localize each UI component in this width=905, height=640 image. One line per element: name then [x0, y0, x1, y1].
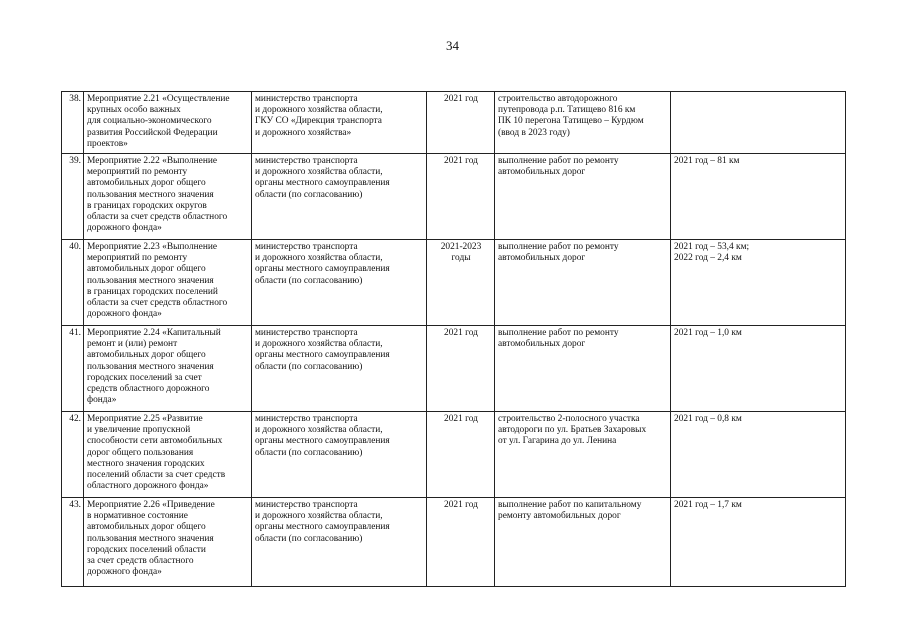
event-line: области за счет средств областного	[87, 298, 228, 309]
event-line: городских поселений за счет	[87, 372, 202, 383]
indicator-line: 2021 год – 81 км	[674, 156, 740, 166]
table-row	[62, 240, 846, 326]
result-line: автомобильных дорог	[498, 167, 586, 178]
event-line: крупных особо важных	[87, 105, 181, 116]
indicator-cell	[671, 498, 846, 587]
year-line: 2021 год	[444, 94, 478, 104]
executor-line: области (по согласованию)	[255, 447, 363, 458]
event-line: в границах городских округов	[87, 200, 207, 211]
table-row	[62, 412, 846, 498]
year-line: годы	[451, 253, 471, 264]
executor-line: и дорожного хозяйства области,	[255, 253, 383, 264]
year-line: 2021-2023	[440, 242, 482, 252]
event-cell	[84, 498, 252, 587]
event-line: Мероприятие 2.22 «Выполнение	[87, 156, 218, 166]
table-row	[62, 326, 846, 412]
event-line: Мероприятие 2.23 «Выполнение	[87, 242, 218, 252]
event-line: автомобильных дорог общего	[87, 350, 206, 361]
event-line: Мероприятие 2.21 «Осуществление	[87, 94, 230, 104]
event-line: мероприятий по ремонту	[87, 253, 188, 264]
year-cell	[427, 154, 495, 240]
event-line: в границах городских поселений	[87, 286, 218, 297]
table-row	[62, 92, 846, 154]
executor-line: министерство транспорта	[255, 242, 358, 252]
event-line: проектов»	[87, 138, 128, 149]
executor-line: министерство транспорта	[255, 500, 358, 510]
executor-cell	[252, 326, 427, 412]
activities-table	[61, 91, 846, 587]
result-cell	[495, 154, 671, 240]
indicator-line: 2021 год – 53,4 км;	[674, 242, 750, 252]
row-number: 38.	[62, 92, 84, 154]
year-cell	[427, 240, 495, 326]
result-line: от ул. Гагарина до ул. Ленина	[498, 436, 617, 447]
year-cell	[427, 498, 495, 587]
executor-line: министерство транспорта	[255, 94, 358, 104]
result-cell	[495, 92, 671, 154]
indicator-cell	[671, 326, 846, 412]
event-line: дорожного фонда»	[87, 309, 162, 320]
executor-line: области (по согласованию)	[255, 275, 363, 286]
event-line: пользования местного значения	[87, 189, 214, 200]
row-number: 39.	[62, 154, 84, 240]
table-row	[62, 154, 846, 240]
executor-line: министерство транспорта	[255, 156, 358, 166]
executor-cell	[252, 92, 427, 154]
page-number: 34	[446, 38, 459, 53]
event-line: городских поселений области	[87, 544, 206, 555]
result-line: ремонту автомобильных дорог	[498, 511, 621, 522]
indicator-line: 2021 год – 1,0 км	[674, 328, 742, 338]
event-cell	[84, 92, 252, 154]
result-cell	[495, 412, 671, 498]
executor-cell	[252, 412, 427, 498]
table-row	[62, 498, 846, 587]
executor-line: области (по согласованию)	[255, 533, 363, 544]
event-line: автомобильных дорог общего	[87, 178, 206, 189]
year-line: 2021 год	[444, 328, 478, 338]
result-cell	[495, 498, 671, 587]
indicator-line: 2022 год – 2,4 км	[674, 253, 742, 264]
event-cell	[84, 412, 252, 498]
year-cell	[427, 326, 495, 412]
executor-line: и дорожного хозяйства области,	[255, 425, 383, 436]
event-line: дорог общего пользования	[87, 447, 194, 458]
indicator-cell	[671, 154, 846, 240]
executor-cell	[252, 154, 427, 240]
executor-cell	[252, 240, 427, 326]
event-line: и увеличение пропускной	[87, 425, 191, 436]
event-line: автомобильных дорог общего	[87, 264, 206, 275]
executor-line: органы местного самоуправления	[255, 522, 390, 533]
result-cell	[495, 240, 671, 326]
result-line: выполнение работ по ремонту	[498, 156, 619, 166]
executor-line: и дорожного хозяйства области,	[255, 511, 383, 522]
event-line: ремонт и (или) ремонт	[87, 339, 178, 350]
executor-line: и дорожного хозяйства области,	[255, 105, 383, 116]
event-line: для социально-экономического	[87, 116, 212, 127]
executor-line: и дорожного хозяйства области,	[255, 339, 383, 350]
executor-line: области (по согласованию)	[255, 189, 363, 200]
event-line: способности сети автомобильных	[87, 436, 223, 447]
row-number: 42.	[62, 412, 84, 498]
event-line: пользования местного значения	[87, 275, 214, 286]
event-line: средств областного дорожного	[87, 384, 210, 395]
event-cell	[84, 326, 252, 412]
indicator-line: 2021 год – 1,7 км	[674, 500, 742, 510]
executor-line: и дорожного хозяйства»	[255, 127, 352, 138]
event-line: автомобильных дорог общего	[87, 522, 206, 533]
event-line: фонда»	[87, 395, 117, 406]
executor-line: органы местного самоуправления	[255, 350, 390, 361]
executor-line: области (по согласованию)	[255, 361, 363, 372]
event-line: местного значения городских	[87, 458, 205, 469]
row-number: 41.	[62, 326, 84, 412]
executor-line: ГКУ СО «Дирекция транспорта	[255, 116, 382, 127]
year-line: 2021 год	[444, 414, 478, 424]
executor-line: и дорожного хозяйства области,	[255, 167, 383, 178]
row-number: 43.	[62, 498, 84, 587]
indicator-cell	[671, 240, 846, 326]
row-number: 40.	[62, 240, 84, 326]
event-line: развития Российской Федерации	[87, 127, 218, 138]
result-line: (ввод в 2023 году)	[498, 127, 570, 138]
year-cell	[427, 412, 495, 498]
event-line: пользования местного значения	[87, 361, 214, 372]
result-line: автомобильных дорог	[498, 253, 586, 264]
event-line: областного дорожного фонда»	[87, 481, 209, 492]
event-line: пользования местного значения	[87, 533, 214, 544]
executor-line: органы местного самоуправления	[255, 178, 390, 189]
executor-cell	[252, 498, 427, 587]
year-line: 2021 год	[444, 500, 478, 510]
result-line: выполнение работ по капитальному	[498, 500, 642, 510]
indicator-line: 2021 год – 0,8 км	[674, 414, 742, 424]
event-line: Мероприятие 2.25 «Развитие	[87, 414, 203, 424]
year-cell	[427, 92, 495, 154]
event-line: в нормативное состояние	[87, 511, 188, 522]
indicator-cell	[671, 92, 846, 154]
event-line: Мероприятие 2.24 «Капитальный	[87, 328, 221, 338]
event-cell	[84, 240, 252, 326]
event-line: дорожного фонда»	[87, 223, 162, 234]
executor-line: органы местного самоуправления	[255, 436, 390, 447]
result-line: автодороги по ул. Братьев Захаровых	[498, 425, 647, 436]
event-line: мероприятий по ремонту	[87, 167, 188, 178]
event-line: поселений области за счет средств	[87, 470, 226, 481]
result-line: путепровода р.п. Татищево 816 км	[498, 105, 636, 116]
year-line: 2021 год	[444, 156, 478, 166]
result-line: выполнение работ по ремонту	[498, 242, 619, 252]
executor-line: министерство транспорта	[255, 328, 358, 338]
indicator-cell	[671, 412, 846, 498]
event-cell	[84, 154, 252, 240]
result-line: автомобильных дорог	[498, 339, 586, 350]
result-line: выполнение работ по ремонту	[498, 328, 619, 338]
event-line: области за счет средств областного	[87, 212, 228, 223]
result-line: строительство автодорожного	[498, 94, 618, 104]
executor-line: органы местного самоуправления	[255, 264, 390, 275]
result-line: ПК 10 перегона Татищево – Курдюм	[498, 116, 644, 127]
event-line: Мероприятие 2.26 «Приведение	[87, 500, 215, 510]
executor-line: министерство транспорта	[255, 414, 358, 424]
result-cell	[495, 326, 671, 412]
event-line: дорожного фонда»	[87, 567, 162, 578]
event-line: за счет средств областного	[87, 556, 194, 567]
result-line: строительство 2-полосного участка	[498, 414, 640, 424]
